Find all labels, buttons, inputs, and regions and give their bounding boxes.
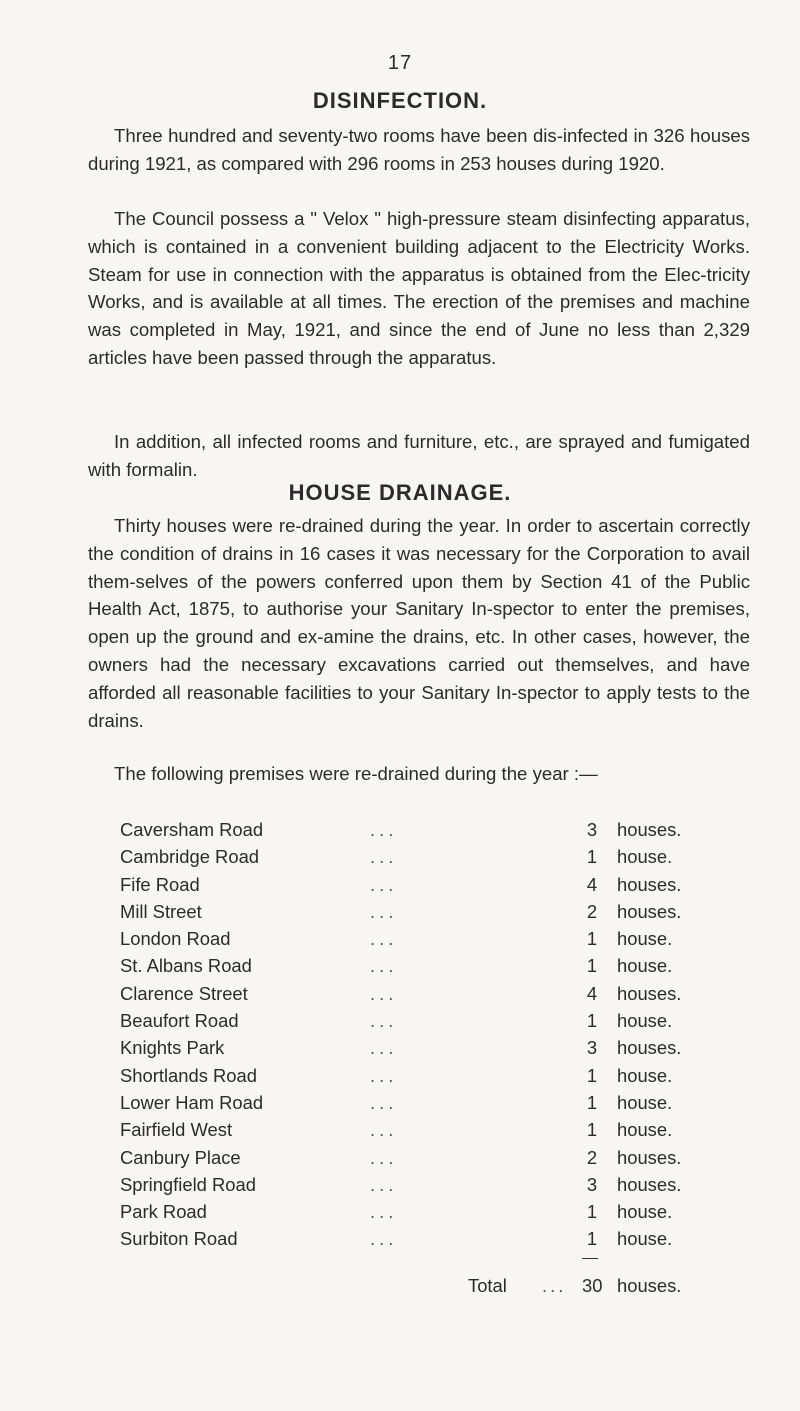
premises-count: 2: [586, 1146, 598, 1168]
premises-count: 3: [586, 1173, 598, 1195]
premises-unit: houses.: [617, 900, 682, 922]
premises-row: [110, 925, 730, 952]
premises-row: [110, 898, 730, 925]
premises-row: [110, 1198, 730, 1225]
premises-name: Knights Park: [120, 1037, 225, 1059]
total-unit: houses.: [617, 1275, 682, 1296]
premises-count: 3: [586, 1037, 598, 1059]
premises-unit: houses.: [617, 1037, 682, 1059]
premises-unit: houses.: [617, 873, 682, 895]
premises-row: [110, 843, 730, 870]
premises-name: Springfield Road: [120, 1173, 256, 1195]
disinfection-paragraph-3: In addition, all infected rooms and furniture, etc., are sprayed and fumigated with formalin.: [88, 431, 750, 480]
leader-dots: ...: [370, 982, 398, 1004]
premises-unit: houses.: [617, 1173, 682, 1195]
leader-dots: ...: [370, 900, 398, 922]
premises-count: 3: [586, 819, 598, 840]
premises-unit: houses.: [617, 819, 682, 840]
total-label: Total: [468, 1275, 507, 1296]
premises-row: [110, 1034, 730, 1061]
premises-name: Beaufort Road: [120, 1010, 239, 1032]
premises-unit: house.: [617, 1228, 673, 1250]
leader-dots: ...: [370, 1228, 398, 1250]
premises-name: Fife Road: [120, 873, 200, 895]
premises-count: 1: [586, 1010, 598, 1032]
page-number: 17: [387, 52, 413, 74]
premises-name: Lower Ham Road: [120, 1091, 264, 1113]
premises-unit: houses.: [617, 1146, 682, 1168]
leader-dots: ...: [370, 1201, 398, 1223]
leader-dots: ...: [370, 819, 398, 840]
disinfection-heading: DISINFECTION.: [312, 88, 488, 113]
premises-row: [110, 980, 730, 1007]
premises-unit: house.: [617, 1119, 673, 1141]
premises-row: [110, 952, 730, 979]
premises-row: [110, 1062, 730, 1089]
premises-row: [110, 1116, 730, 1143]
leader-dots: ...: [370, 846, 398, 868]
premises-count: 1: [586, 1091, 598, 1113]
premises-row: [110, 1007, 730, 1034]
disinfection-paragraph-2: The Council possess a " Velox " high-pressure steam disinfecting apparatus, which is contained in a convenient building adjacent to the Electricity Works. Steam for use in connection with the apparatus is obtained from the Elec-tricity Works, and is available at all times. The erection of the premises and machine was completed in May, 1921, and since the end of June no less than 2,329 articles have been passed through the apparatus.: [88, 208, 750, 368]
premises-name: St. Albans Road: [120, 955, 252, 977]
disinfection-paragraph-1: Three hundred and seventy-two rooms have been dis-infected in 326 houses during 1921, as compared with 296 rooms in 253 houses during 1920.: [88, 125, 750, 174]
leader-dots: ...: [542, 1275, 567, 1296]
premises-count: 4: [586, 873, 598, 895]
leader-dots: ...: [370, 873, 398, 895]
leader-dots: ...: [370, 1146, 398, 1168]
premises-list: [110, 816, 730, 1253]
premises-count: 1: [586, 1201, 598, 1223]
premises-name: Park Road: [120, 1201, 207, 1223]
premises-unit: house.: [617, 1091, 673, 1113]
premises-count: 1: [586, 1228, 598, 1250]
total-row: [110, 1272, 730, 1300]
premises-unit: house.: [617, 846, 673, 868]
premises-unit: house.: [617, 955, 673, 977]
premises-count: 1: [586, 1119, 598, 1141]
premises-row: [110, 1089, 730, 1116]
premises-name: Cambridge Road: [120, 846, 260, 868]
premises-count: 1: [586, 1064, 598, 1086]
premises-count: 1: [586, 928, 598, 950]
drainage-paragraph-2: The following premises were re-drained during the year :—: [114, 763, 598, 784]
premises-count: 4: [586, 982, 598, 1004]
premises-row: [110, 1225, 730, 1252]
premises-name: Shortlands Road: [120, 1064, 257, 1086]
premises-unit: house.: [617, 928, 673, 950]
premises-name: Caversham Road: [120, 819, 264, 840]
premises-name: Mill Street: [120, 900, 202, 922]
premises-name: Canbury Place: [120, 1146, 241, 1168]
premises-name: London Road: [120, 928, 231, 950]
premises-count: 2: [586, 900, 598, 922]
leader-dots: ...: [370, 1010, 398, 1032]
premises-row: [110, 1171, 730, 1198]
premises-count: 1: [586, 955, 598, 977]
leader-dots: ...: [370, 1037, 398, 1059]
premises-name: Fairfield West: [120, 1119, 233, 1141]
premises-count: 1: [586, 846, 598, 868]
leader-dots: ...: [370, 1091, 398, 1113]
premises-row: [110, 871, 730, 898]
total-rule: [582, 1258, 598, 1259]
drainage-paragraph-1: Thirty houses were re-drained during the year. In order to ascertain correctly the condition of drains in 16 cases it was necessary for the Corporation to avail them-selves of the powers conferred upon them by Section 41 of the Public Health Act, 1875, to authorise your Sanitary In-spector to enter the premises, open up the ground and ex-amine the drains, etc. In other cases, however, the owners had the necessary excavations carried out themselves, and have afforded all reasonable facilities to your Sanitary In-spector to apply tests to the drains.: [88, 515, 750, 731]
premises-row: [110, 1144, 730, 1171]
premises-name: Surbiton Road: [120, 1228, 238, 1250]
premises-unit: house.: [617, 1064, 673, 1086]
premises-unit: house.: [617, 1010, 673, 1032]
leader-dots: ...: [370, 1064, 398, 1086]
leader-dots: ...: [370, 955, 398, 977]
premises-unit: house.: [617, 1201, 673, 1223]
leader-dots: ...: [370, 1119, 398, 1141]
premises-row: [110, 816, 730, 843]
premises-unit: houses.: [617, 982, 682, 1004]
leader-dots: ...: [370, 1173, 398, 1195]
total-count: 30: [582, 1275, 603, 1296]
drainage-heading: HOUSE DRAINAGE.: [288, 480, 512, 505]
premises-name: Clarence Street: [120, 982, 248, 1004]
leader-dots: ...: [370, 928, 398, 950]
